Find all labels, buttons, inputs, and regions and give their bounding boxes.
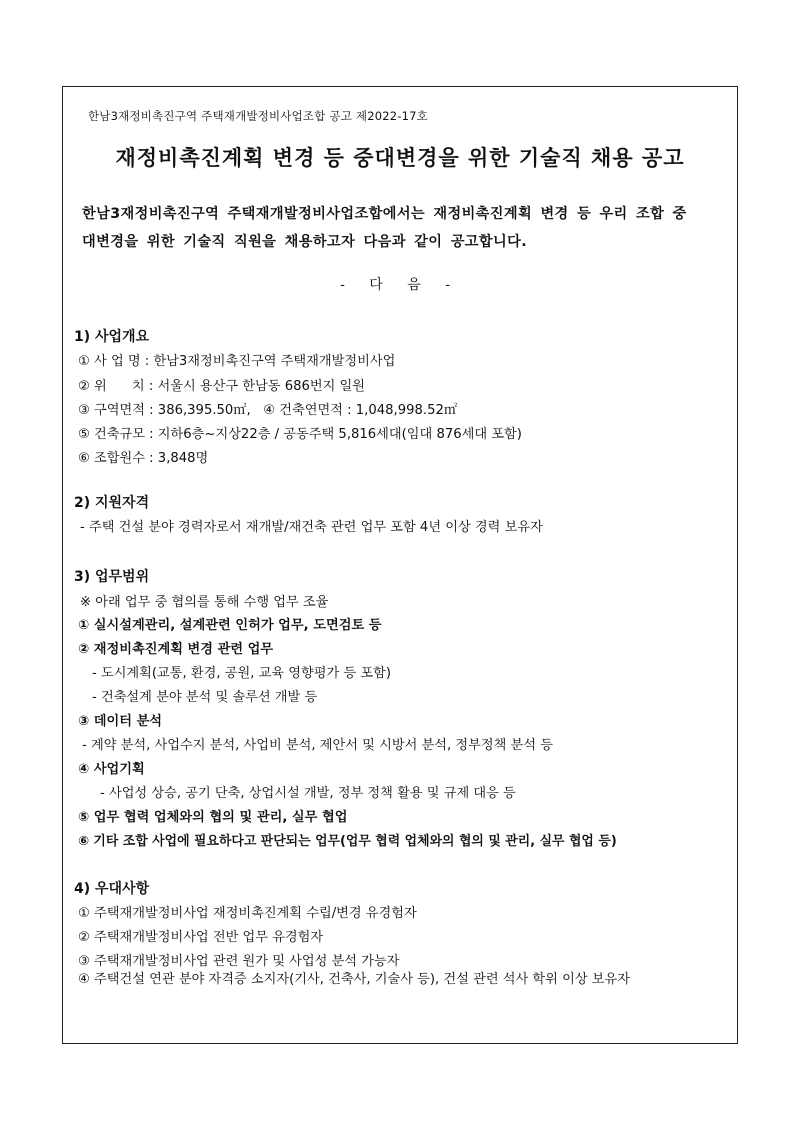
section-4-item: ① 주택재개발정비사업 재정비촉진계획 수립/변경 유경험자 — [78, 906, 417, 921]
section-1-item: ⑤ 건축규모 : 지하6층~지상22층 / 공동주택 5,816세대(임대 876세대 포함) — [78, 427, 522, 442]
section-1-item: ⑥ 조합원수 : 3,848명 — [78, 451, 209, 466]
section-3-heading: 3) 업무범위 — [74, 569, 150, 585]
section-3-note: ※ 아래 업무 중 협의를 통해 수행 업무 조율 — [80, 595, 329, 610]
section-3-subitem: - 도시계획(교통, 환경, 공원, 교육 영향평가 등 포함) — [92, 666, 392, 681]
intro-paragraph — [82, 200, 722, 256]
section-2-item: - 주택 건설 분야 경력자로서 재개발/재건축 관련 업무 포함 4년 이상 경력 보유자 — [80, 520, 543, 535]
notice-number: 한남3재정비촉진구역 주택재개발정비사업조합 공고 제2022-17호 — [88, 109, 428, 123]
section-1-item: ① 사 업 명 : 한남3재정비촉진구역 주택재개발정비사업 — [78, 354, 396, 369]
section-3-item: ② 재정비촉진계획 변경 관련 업무 — [78, 642, 274, 657]
section-3-subitem: - 사업성 상승, 공기 단축, 상업시설 개발, 정부 정책 활용 및 규제 대응 등 — [100, 786, 516, 801]
section-4-item: ④ 주택건설 연관 분야 자격증 소지자(기사, 건축사, 기술사 등), 건설 관련 석사 학위 이상 보유자 — [78, 972, 630, 987]
page-title: 재정비촉진계획 변경 등 중대변경을 위한 기술직 채용 공고 — [115, 146, 685, 170]
section-4-item: ③ 주택재개발정비사업 관련 원가 및 사업성 분석 가능자 — [78, 954, 400, 969]
section-4-item: ② 주택재개발정비사업 전반 업무 유경험자 — [78, 930, 324, 945]
section-3-item: ⑥ 기타 조합 사업에 필요하다고 판단되는 업무(업무 협력 업체와의 협의 및 관리, 실무 협업 등) — [78, 834, 617, 849]
section-1-item: ③ 구역면적 : 386,395.50㎡, ④ 건축연면적 : 1,048,998.52㎡ — [78, 403, 458, 418]
section-2-heading: 2) 지원자격 — [74, 495, 150, 511]
section-1-heading: 1) 사업개요 — [74, 329, 150, 345]
section-3-item: ⑤ 업무 협력 업체와의 협의 및 관리, 실무 협업 — [78, 810, 348, 825]
divider-label: - 다 음 - — [340, 277, 460, 293]
section-3-item: ④ 사업기획 — [78, 762, 145, 777]
section-4-heading: 4) 우대사항 — [74, 881, 150, 897]
section-3-item: ① 실시설계관리, 설계관련 인허가 업무, 도면검토 등 — [78, 618, 382, 633]
section-3-item: ③ 데이터 분석 — [78, 714, 163, 729]
section-3-subitem: - 건축설계 분야 분석 및 솔루션 개발 등 — [92, 690, 318, 705]
intro-line-2: 대변경을 위한 기술직 직원을 채용하고자 다음과 같이 공고합니다. — [82, 234, 528, 250]
section-3-subitem: - 계약 분석, 사업수지 분석, 사업비 분석, 제안서 및 시방서 분석, 정부정책 분석 등 — [82, 738, 553, 753]
section-1-item: ② 위 치 : 서울시 용산구 한남동 686번지 일원 — [78, 379, 366, 394]
intro-line-1: 한남3재정비촉진구역 주택재개발정비사업조합에서는 재정비촉진계획 변경 등 우리 조합 중 — [82, 206, 687, 222]
